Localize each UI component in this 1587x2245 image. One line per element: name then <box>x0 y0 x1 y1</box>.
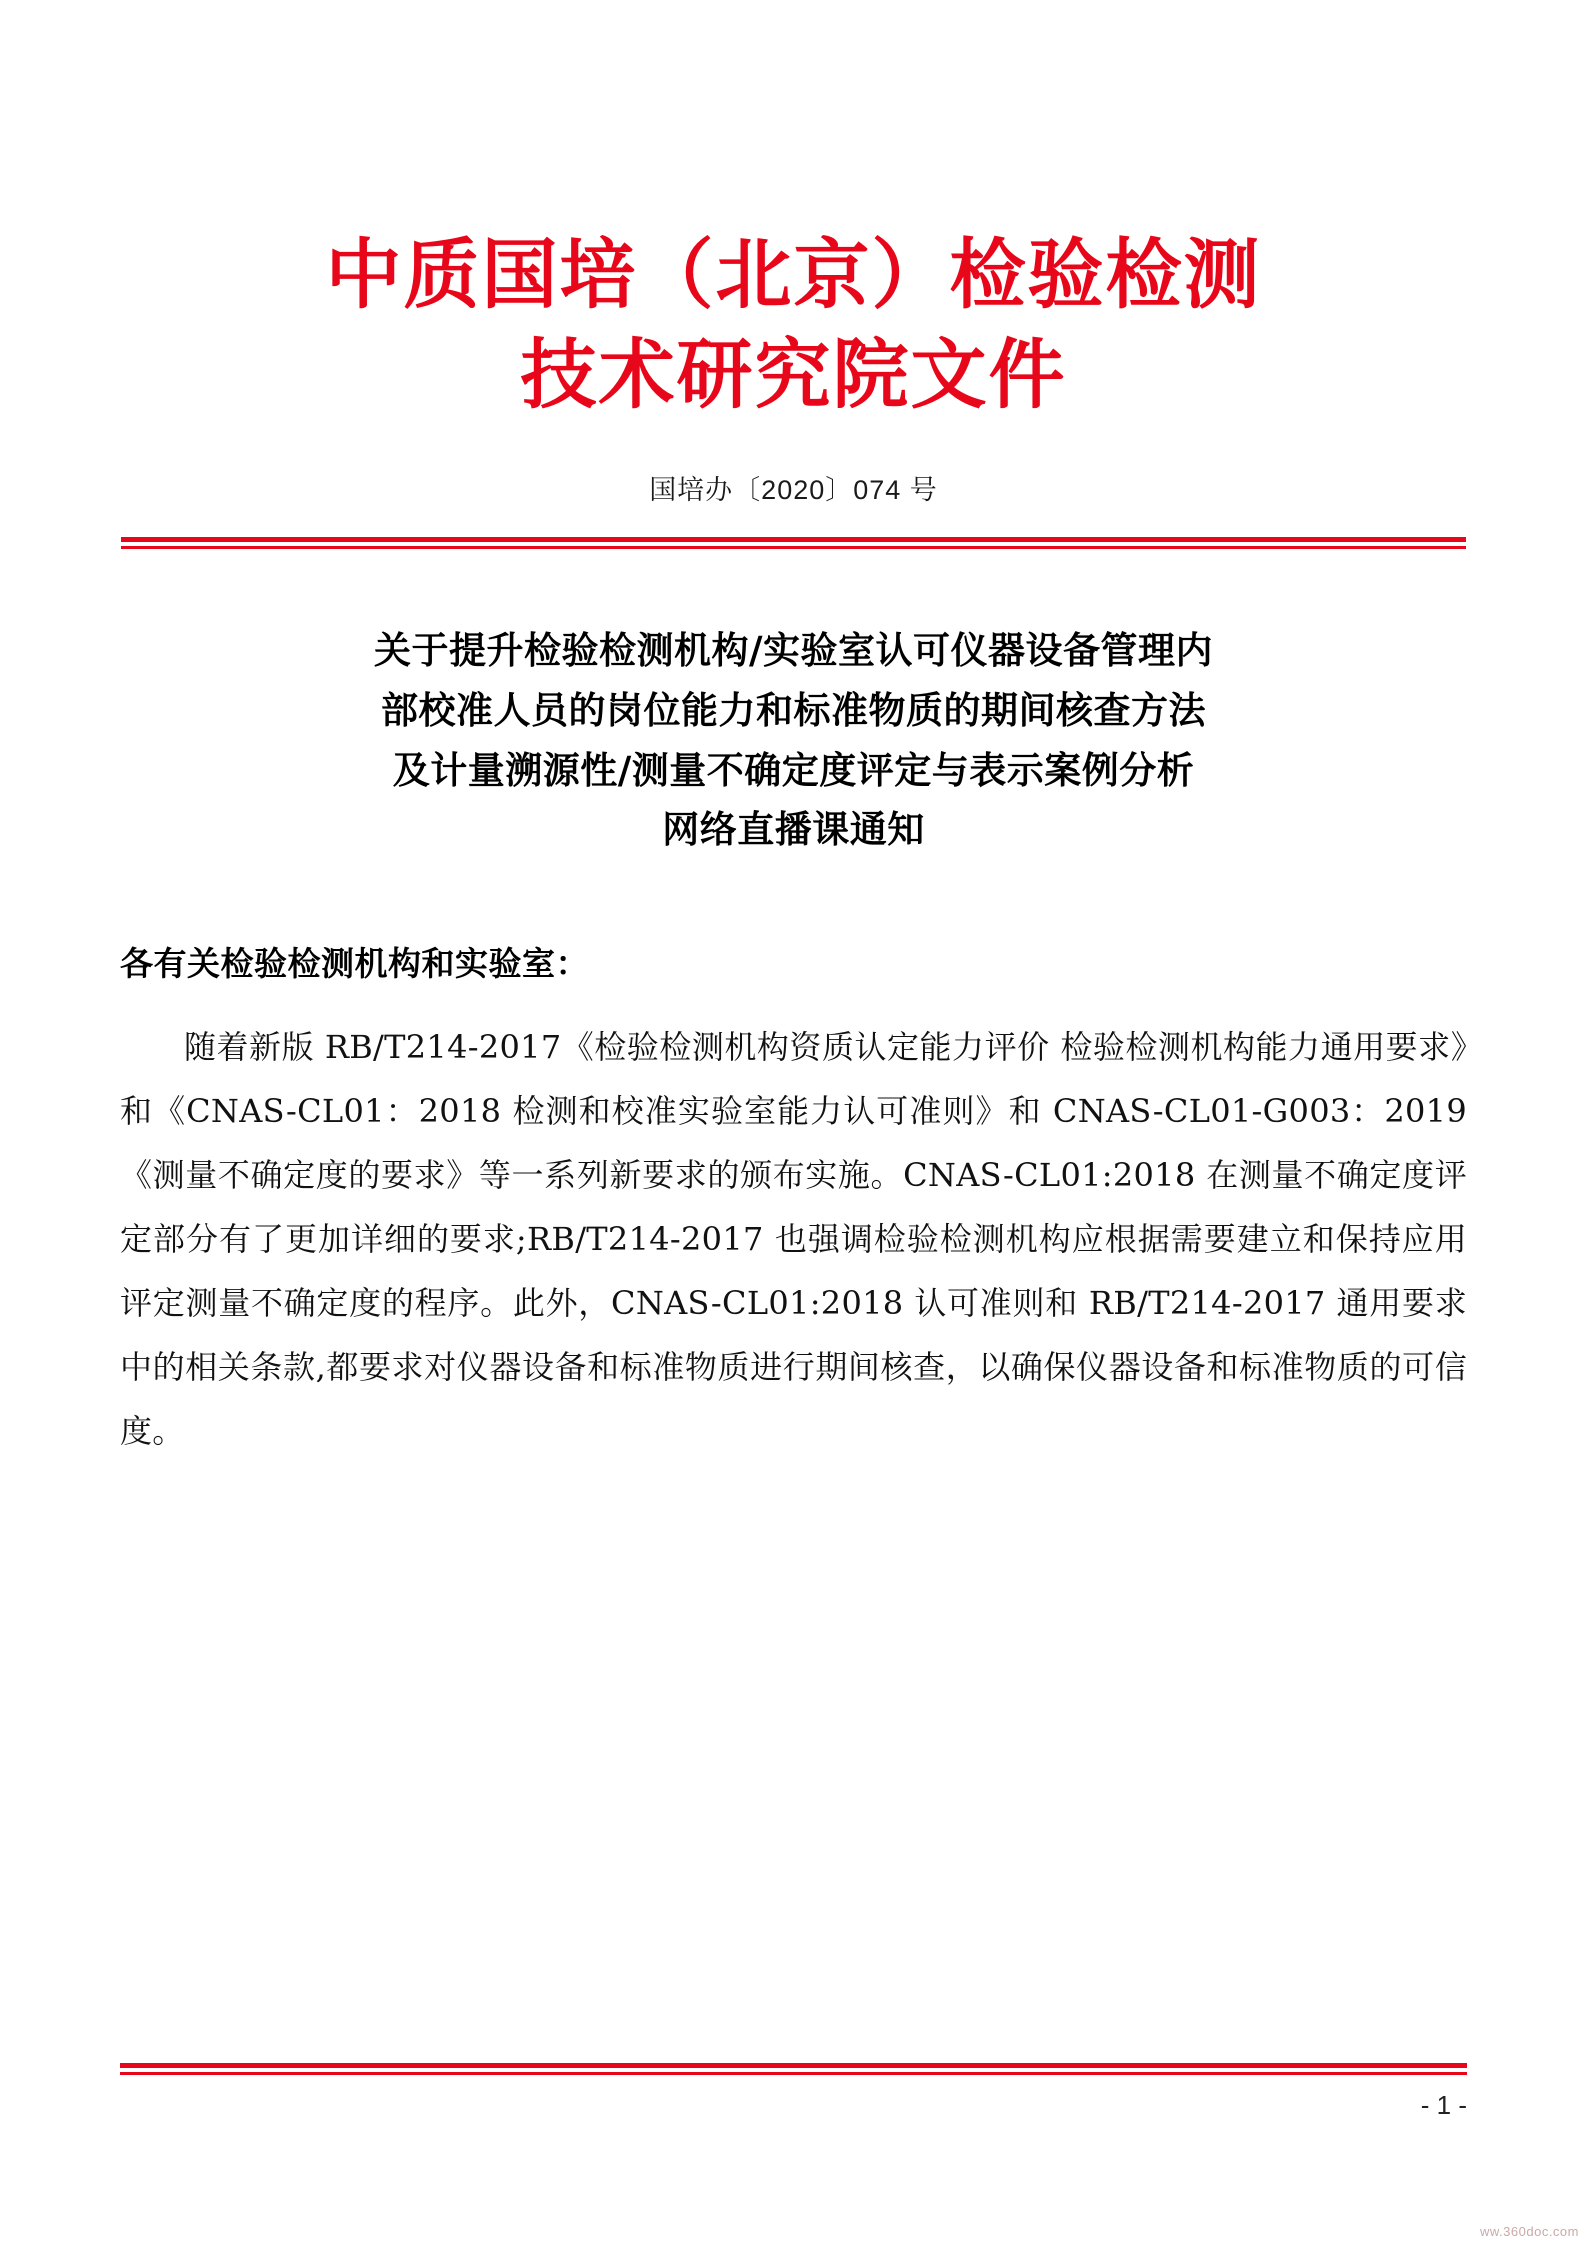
org-title-line-2: 技术研究院文件 <box>520 330 1067 420</box>
subject-line-2: 部校准人员的岗位能力和标准物质的期间核查方法 <box>381 687 1206 732</box>
document-content <box>120 0 1467 2245</box>
document-header <box>120 0 1467 507</box>
header-divider <box>120 537 1467 549</box>
body-paragraph-1: 随着新版 RB/T214-2017《检验检测机构资质认定能力评价 检验检测机构能力通用要求》和《CNAS-CL01：2018 检测和校准实验室能力认可准则》和 CNAS-CL01-G003：2019 《测量不确定度的要求》等一系列新要求的颁布实施。CNAS-CL01:2018 在测量不确定度评定部分有了更加详细的要求;RB/T214-2017 也强调检验检测机构应根据需要建立和保持应用评定测量不确定度的程序。此外，CNAS-CL01:2018 认可准则和 RB/T214-2017 通用要求中的相关条款,都要求对仪器设备和标准物质进行期间核查，以确保仪器设备和标准物质的可信度。 <box>120 1028 1467 1451</box>
footer-divider <box>120 2063 1467 2075</box>
org-title-line-1: 中质国培（北京）检验检测 <box>325 230 1262 319</box>
watermark: ww.360doc.com <box>1480 2224 1579 2239</box>
subject-line-3: 及计量溯源性/测量不确定度评定与表示案例分析 <box>392 747 1195 792</box>
page-number: - 1 - <box>1420 2090 1467 2120</box>
footer-rule-thick <box>120 2063 1467 2068</box>
footer-rule-thin <box>120 2072 1467 2075</box>
subject-title <box>120 621 1467 861</box>
salutation: 各有关检验检测机构和实验室： <box>120 944 589 984</box>
header-rule-thick <box>121 537 1466 542</box>
header-rule-thin <box>121 546 1466 549</box>
subject-line-4: 网络直播课通知 <box>662 807 925 852</box>
subject-line-1: 关于提升检验检测机构/实验室认可仪器设备管理内 <box>373 627 1213 672</box>
document-number: 国培办〔2020〕074 号 <box>649 474 938 505</box>
